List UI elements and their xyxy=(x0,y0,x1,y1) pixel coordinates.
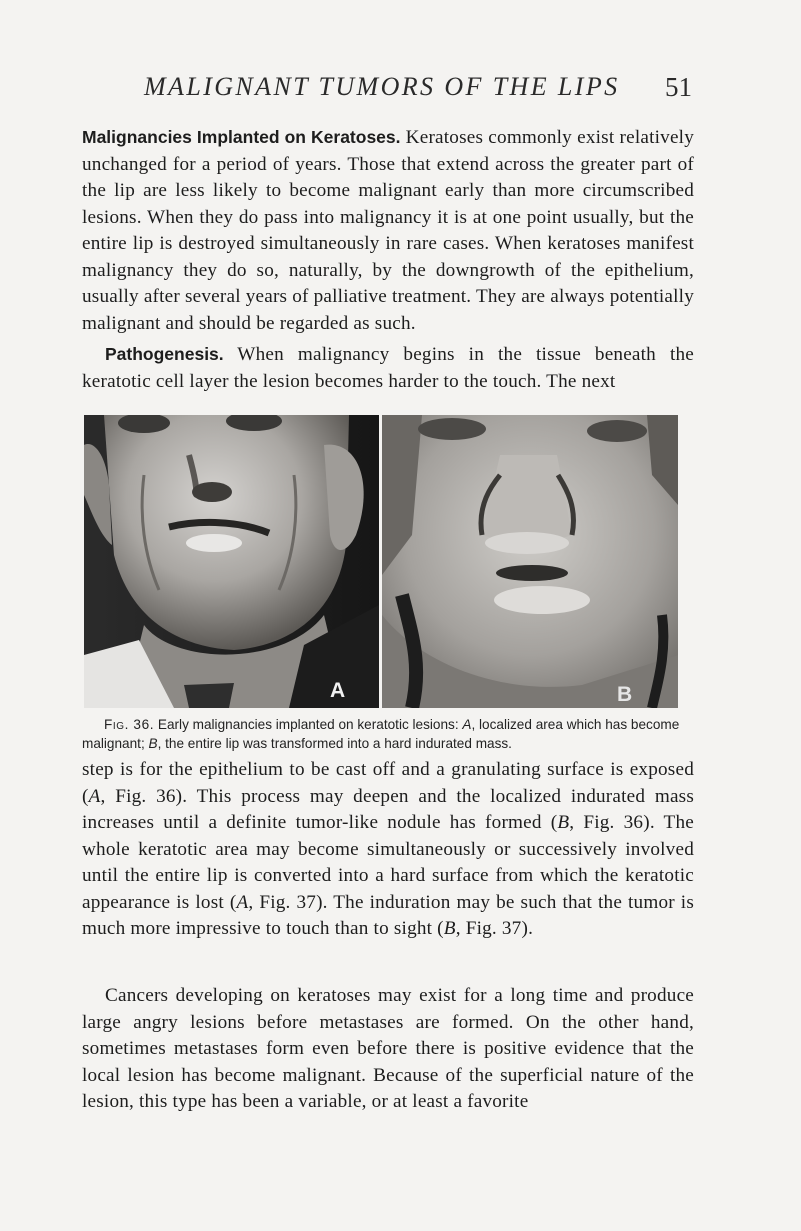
body-text: , Fig. 37). xyxy=(455,918,534,939)
section-heading-keratoses: Malignancies Implanted on Keratoses. xyxy=(82,127,401,147)
panel-label-a: A xyxy=(330,679,346,702)
figure-caption xyxy=(82,715,694,753)
body-text: , Fig. 36). This process may deepen and the localized indurated mass increases until a definite tumor-like nodule has formed ( xyxy=(82,785,694,833)
panel-label-b: B xyxy=(617,683,633,706)
paragraph-keratoses-text: Keratoses commonly exist relatively unchanged for a period of years. Those that extend across the greater part of the lip are less likely to become malignant early than more circumscribed lesions. When they do pass into malignancy it is at one point usually, but the entire lip is destroyed simultaneously in rare cases. When keratoses manifest malignancy they do so, naturally, by the downgrowth of the epithelium, usually after several years of palliative treatment. They are always potentially malignant and should be regarded as such. xyxy=(82,127,694,334)
caption-ref-b: B xyxy=(148,736,158,751)
figure-ref-letter: A xyxy=(236,891,249,913)
figure-ref-letter: B xyxy=(557,812,570,833)
caption-text: , the entire lip was transformed into a hard indurated mass. xyxy=(157,736,512,751)
body-text: , Fig. 36). The whole keratotic area may become simultaneously or successively involved until the entire lip is converted into a hard surface from which the keratotic appearance is lost ( xyxy=(82,812,694,913)
caption-text: , localized area which has become malignant; xyxy=(82,717,680,751)
patient-photo-b xyxy=(382,415,678,708)
paragraph-pathogenesis xyxy=(82,341,694,395)
patient-photo-a xyxy=(84,415,379,708)
body-text: , Fig. 37). The induration may be such that the tumor is much more impressive to touch than to sight ( xyxy=(82,891,694,939)
photo-panel-b xyxy=(382,415,678,708)
figure-label: Fig. 36. xyxy=(104,717,155,732)
paragraph-process xyxy=(82,757,694,943)
running-title: MALIGNANT TUMORS OF THE LIPS xyxy=(144,72,620,101)
paragraph-metastases xyxy=(82,983,694,1116)
paragraph-keratoses xyxy=(82,124,694,337)
figure-ref-letter: B xyxy=(443,918,456,939)
running-head xyxy=(144,72,692,108)
caption-text: Early malignancies implanted on keratotic lesions: xyxy=(154,717,463,732)
figure-36 xyxy=(84,415,678,708)
photo-panel-a xyxy=(84,415,379,708)
body-text: Cancers developing on keratoses may exist for a long time and produce large angry lesions before metastases are formed. On the other hand, sometimes metastases form even before there is positive evidence that the local lesion has become malignant. Because of the superficial nature of the lesion, this type has been a variable, or at least a favorite xyxy=(82,985,694,1112)
page-number: 51 xyxy=(665,72,692,102)
figure-ref-letter: A xyxy=(88,785,101,807)
body-text: step is for the epithelium to be cast off and a granulating surface is exposed ( xyxy=(82,759,694,807)
caption-ref-a: A xyxy=(462,717,472,732)
paragraph-pathogenesis-text: When malignancy begins in the tissue beneath the keratotic cell layer the lesion becomes harder to the touch. The next xyxy=(82,344,694,392)
section-heading-pathogenesis: Pathogenesis. xyxy=(105,344,224,364)
